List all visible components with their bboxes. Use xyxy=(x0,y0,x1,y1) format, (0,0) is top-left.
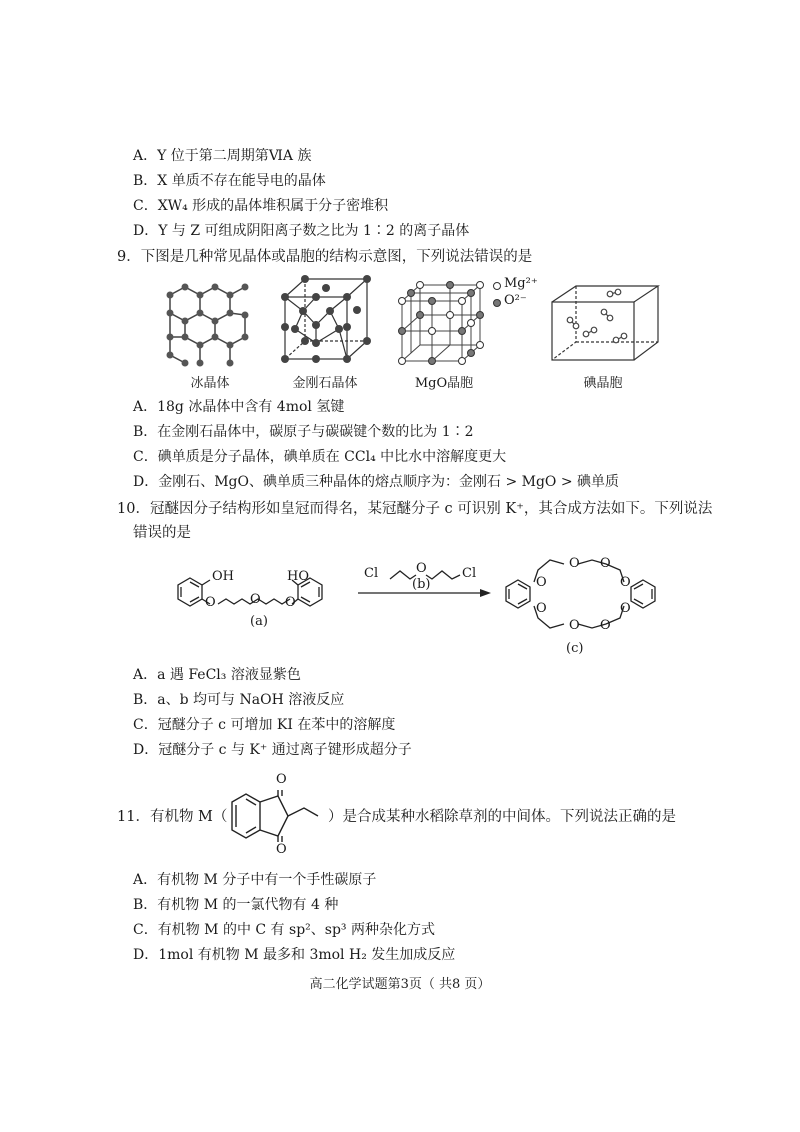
q9-option-d: D．金刚石、MgO、碘单质三种晶体的熔点顺序为：金刚石 > MgO > 碘单质 xyxy=(133,474,620,490)
compound-m-o-bottom: O xyxy=(276,842,287,857)
compound-m-structure xyxy=(212,782,322,854)
diamond-crystal-diagram xyxy=(283,277,368,365)
q11-stem-suffix: ）是合成某种水稻除草剂的中间体。下列说法正确的是 xyxy=(328,809,676,825)
page-footer: 高二化学试题第3页（ 共8 页） xyxy=(309,977,491,992)
mg-ion-legend-label: Mg²⁺ xyxy=(504,276,538,291)
compound-a-o3: O xyxy=(285,595,296,610)
crown-ether-o4: O xyxy=(620,575,631,590)
q8-option-d: D．Y 与 Z 可组成阴阳离子数之比为 1∶2 的离子晶体 xyxy=(133,223,470,239)
q11-option-c: C．有机物 M 的中 C 有 sp²、sp³ 两种杂化方式 xyxy=(133,922,435,938)
crown-ether-o7: O xyxy=(600,618,611,633)
q10-option-b: B．a、b 均可与 NaOH 溶液反应 xyxy=(133,692,345,708)
q9-option-b: B．在金刚石晶体中，碳原子与碳碳键个数的比为 1∶2 xyxy=(133,424,474,440)
reagent-b-o: O xyxy=(416,561,427,576)
q9-stem: 9．下图是几种常见晶体或晶胞的结构示意图，下列说法错误的是 xyxy=(117,249,533,265)
reaction-arrow xyxy=(358,588,493,598)
crown-ether-o8: O xyxy=(620,601,631,616)
crown-ether-label: (c) xyxy=(566,641,584,656)
reagent-b-cl-right: Cl xyxy=(462,566,477,581)
ice-crystal-diagram xyxy=(160,275,260,370)
q10-stem-line1: 10．冠醚因分子结构形如皇冠而得名，某冠醚分子 c 可识别 K⁺，其合成方法如下。下列说法 xyxy=(117,501,713,517)
compound-a-o2: O xyxy=(250,592,261,607)
compound-a-label: (a) xyxy=(250,614,268,629)
reagent-b-cl-left: Cl xyxy=(364,566,379,581)
crown-ether-o5: O xyxy=(536,601,547,616)
mgo-unit-cell-diagram xyxy=(400,283,482,363)
iodine-unit-cell-label: 碘晶胞 xyxy=(583,376,623,391)
crown-ether-o3: O xyxy=(600,556,611,571)
q8-option-c: C．XW₄ 形成的晶体堆积属于分子密堆积 xyxy=(133,198,389,214)
o-ion-legend-label: O²⁻ xyxy=(504,293,527,308)
q10-stem-line2: 错误的是 xyxy=(133,525,191,541)
mgo-unit-cell-label: MgO晶胞 xyxy=(414,376,474,391)
crown-ether-o6: O xyxy=(569,618,580,633)
q10-option-c: C．冠醚分子 c 可增加 KI 在苯中的溶解度 xyxy=(133,717,396,733)
compound-m-o-top: O xyxy=(276,772,287,787)
q11-option-b: B．有机物 M 的一氯代物有 4 种 xyxy=(133,897,339,913)
q11-stem-prefix: 11．有机物 M（ xyxy=(117,809,228,825)
q9-option-c: C．碘单质是分子晶体，碘单质在 CCl₄ 中比水中溶解度更大 xyxy=(133,449,507,465)
compound-a-o1: O xyxy=(205,595,216,610)
q11-option-a: A．有机物 M 分子中有一个手性碳原子 xyxy=(133,872,377,888)
reagent-b-label: (b) xyxy=(412,577,431,592)
crown-ether-o2: O xyxy=(569,556,580,571)
compound-a-oh-right: HO xyxy=(287,569,309,584)
o-ion-legend-icon xyxy=(492,298,502,308)
q11-option-d: D．1mol 有机物 M 最多和 3mol H₂ 发生加成反应 xyxy=(133,947,456,963)
crown-ether-c-structure xyxy=(498,548,663,640)
q10-option-d: D．冠醚分子 c 与 K⁺ 通过离子键形成超分子 xyxy=(133,742,412,758)
q8-option-a: A．Y 位于第二周期第ⅥA 族 xyxy=(133,148,312,164)
ice-crystal-label: 冰晶体 xyxy=(190,376,230,391)
diamond-crystal-label: 金刚石晶体 xyxy=(292,376,358,391)
q9-option-a: A．18g 冰晶体中含有 4mol 氢键 xyxy=(133,399,345,415)
iodine-unit-cell-diagram xyxy=(550,284,660,362)
q10-option-a: A．a 遇 FeCl₃ 溶液显紫色 xyxy=(133,667,301,683)
compound-a-oh-left: OH xyxy=(212,569,234,584)
q8-option-b: B．X 单质不存在能导电的晶体 xyxy=(133,173,326,189)
mg-ion-legend-icon xyxy=(492,281,502,291)
crown-ether-o1: O xyxy=(536,575,547,590)
